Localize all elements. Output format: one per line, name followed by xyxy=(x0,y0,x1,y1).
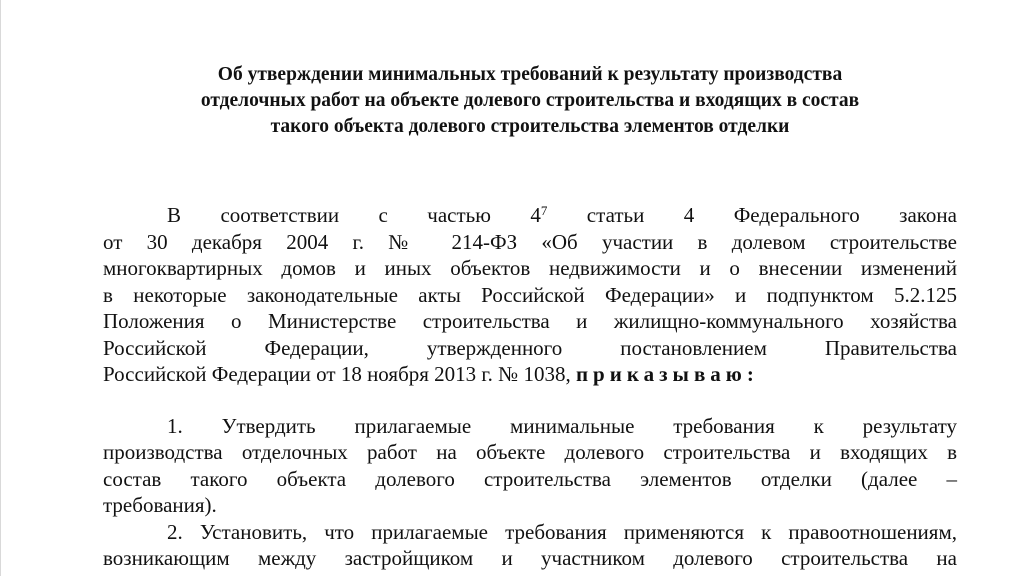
preamble-line-2: от 30 декабря 2004 г. № 214-ФЗ «Об участии в долевом строительстве xyxy=(103,229,957,254)
paragraph-gap xyxy=(103,388,957,413)
superscript-number: 7 xyxy=(540,203,548,218)
document-title xyxy=(103,62,957,140)
item1-line-1: 1. Утвердить прилагаемые минимальные требования к результату xyxy=(167,413,957,438)
title-line-2: отделочных работ на объекте долевого строительства и входящих в состав xyxy=(200,90,860,111)
item2-line-1: 2. Установить, что прилагаемые требования применяются к правоотношениям, xyxy=(167,519,957,544)
preamble-text-part: статьи 4 Федерального закона xyxy=(547,203,957,227)
item1-line-3: состав такого объекта долевого строительства элементов отделки (далее – xyxy=(103,466,957,491)
title-line-3: такого объекта долевого строительства элементов отделки xyxy=(270,116,790,137)
document-body xyxy=(103,202,957,572)
preamble-line-6: Российской Федерации, утвержденного постановлением Правительства xyxy=(103,335,957,360)
preamble-line-5: Положения о Министерстве строительства и жилищно-коммунального хозяйства xyxy=(103,309,957,333)
preamble-line-4: в некоторые законодательные акты Российской Федерации» и подпунктом 5.2.125 xyxy=(103,282,957,307)
item1-line-4: требования). xyxy=(103,493,217,517)
preamble-line-3: многоквартирных домов и иных объектов недвижимости и о внесении изменений xyxy=(103,256,957,280)
item2-line-2: возникающим между застройщиком и участником долевого строительства на xyxy=(103,546,957,570)
order-word: приказываю: xyxy=(575,362,759,386)
preamble-line-1 xyxy=(103,202,957,229)
title-line-1: Об утверждении минимальных требований к результату производства xyxy=(217,64,843,85)
item1-line-2: производства отделочных работ на объекте долевого строительства и входящих в xyxy=(103,440,957,464)
preamble-text-part: Российской Федерации от 18 ноября 2013 г. № 1038, xyxy=(103,362,576,386)
preamble-text-part: В соответствии с частью 4 xyxy=(167,203,541,227)
preamble-line-7 xyxy=(103,361,957,388)
